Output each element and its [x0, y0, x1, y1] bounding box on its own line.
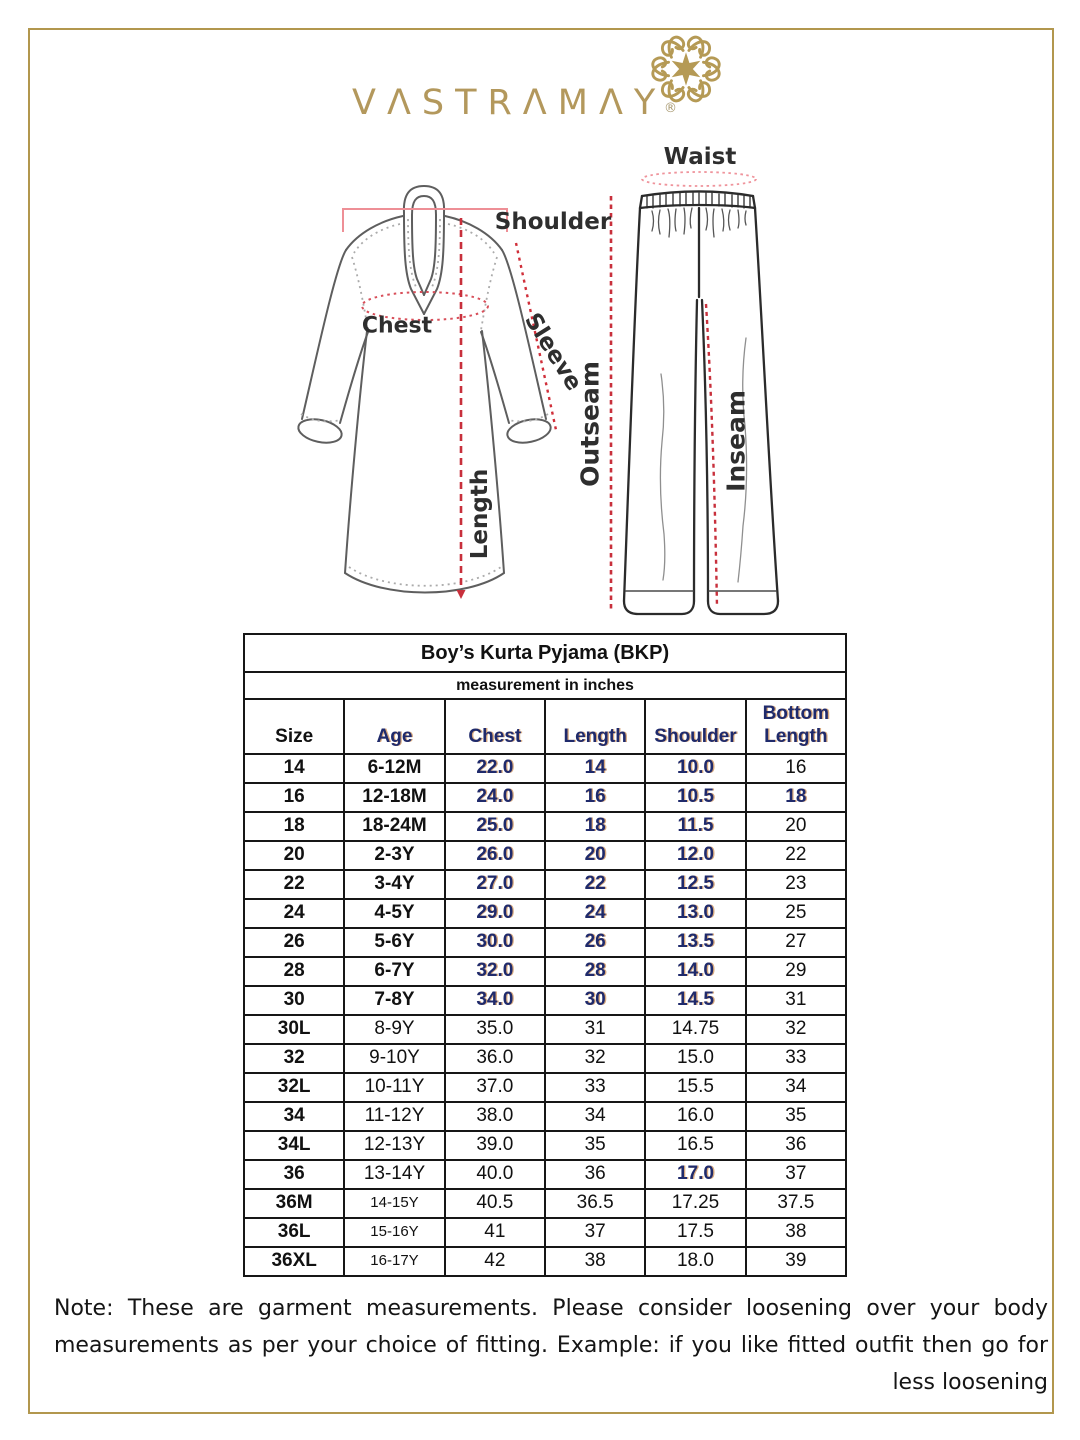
cell-length: 35	[545, 1131, 645, 1160]
shoulder-measure-line	[343, 209, 507, 232]
size-row	[244, 1160, 846, 1189]
chest-label: Chest	[361, 313, 433, 339]
size-row	[244, 1073, 846, 1102]
size-table-body	[244, 754, 846, 1276]
cell-length: 33	[545, 1073, 645, 1102]
cell-bottom-length: 29	[746, 957, 846, 986]
size-row	[244, 1015, 846, 1044]
cell-length: 18	[545, 812, 645, 841]
cell-size: 34L	[244, 1131, 344, 1160]
cell-bottom-length: 18	[746, 783, 846, 812]
cell-shoulder: 15.5	[645, 1073, 745, 1102]
cell-size: 30	[244, 986, 344, 1015]
cell-size: 36XL	[244, 1247, 344, 1276]
size-row	[244, 783, 846, 812]
waist-label: Waist	[663, 144, 737, 170]
cell-chest: 32.0	[445, 957, 545, 986]
cell-shoulder: 17.25	[645, 1189, 745, 1218]
registered-trademark: ®	[664, 101, 677, 116]
cell-age: 12-18M	[344, 783, 444, 812]
cell-size: 14	[244, 754, 344, 783]
cell-size: 32	[244, 1044, 344, 1073]
cell-bottom-length: 22	[746, 841, 846, 870]
cell-bottom-length: 37	[746, 1160, 846, 1189]
brand-ornament-icon	[646, 30, 726, 108]
cell-age: 5-6Y	[344, 928, 444, 957]
cell-chest: 38.0	[445, 1102, 545, 1131]
cell-bottom-length: 35	[746, 1102, 846, 1131]
cell-age: 6-7Y	[344, 957, 444, 986]
cell-bottom-length: 16	[746, 754, 846, 783]
cell-length: 31	[545, 1015, 645, 1044]
kurta-sketch	[296, 186, 553, 593]
outseam-label: Outseam	[575, 361, 605, 487]
cell-chest: 39.0	[445, 1131, 545, 1160]
sleeve-label: Sleeve	[519, 308, 587, 396]
cell-age: 3-4Y	[344, 870, 444, 899]
cell-age: 4-5Y	[344, 899, 444, 928]
cell-chest: 36.0	[445, 1044, 545, 1073]
cell-length: 34	[545, 1102, 645, 1131]
size-chart-table	[243, 633, 847, 1277]
cell-length: 30	[545, 986, 645, 1015]
cell-age: 15-16Y	[344, 1218, 444, 1247]
col-header-size: Size	[244, 699, 344, 754]
table-header-row	[244, 699, 846, 754]
cell-bottom-length: 31	[746, 986, 846, 1015]
cell-size: 36	[244, 1160, 344, 1189]
table-subtitle: measurement in inches	[244, 672, 846, 699]
shoulder-label: Shoulder	[494, 209, 612, 235]
cell-length: 26	[545, 928, 645, 957]
cell-size: 16	[244, 783, 344, 812]
cell-length: 24	[545, 899, 645, 928]
cell-length: 38	[545, 1247, 645, 1276]
size-row	[244, 1044, 846, 1073]
size-row	[244, 1131, 846, 1160]
cell-shoulder: 18.0	[645, 1247, 745, 1276]
cell-length: 32	[545, 1044, 645, 1073]
col-header-length: Length	[545, 699, 645, 754]
cell-length: 36	[545, 1160, 645, 1189]
cell-age: 14-15Y	[344, 1189, 444, 1218]
cell-size: 26	[244, 928, 344, 957]
cell-shoulder: 10.0	[645, 754, 745, 783]
cell-chest: 40.0	[445, 1160, 545, 1189]
cell-bottom-length: 27	[746, 928, 846, 957]
cell-shoulder: 17.5	[645, 1218, 745, 1247]
cell-size: 30L	[244, 1015, 344, 1044]
size-row	[244, 1247, 846, 1276]
cell-age: 8-9Y	[344, 1015, 444, 1044]
cell-age: 7-8Y	[344, 986, 444, 1015]
cell-shoulder: 15.0	[645, 1044, 745, 1073]
cell-chest: 40.5	[445, 1189, 545, 1218]
cell-shoulder: 11.5	[645, 812, 745, 841]
size-row	[244, 928, 846, 957]
cell-size: 28	[244, 957, 344, 986]
col-header-bottom-length: Bottom Length	[746, 699, 846, 754]
cell-shoulder: 17.0	[645, 1160, 745, 1189]
cell-size: 34	[244, 1102, 344, 1131]
cell-length: 20	[545, 841, 645, 870]
size-row	[244, 870, 846, 899]
size-row	[244, 841, 846, 870]
cell-age: 10-11Y	[344, 1073, 444, 1102]
cell-bottom-length: 36	[746, 1131, 846, 1160]
cell-length: 36.5	[545, 1189, 645, 1218]
measurement-note: Note: These are garment measurements. Please consider loosening over your body measurements as per your choice of fitting. Example: if you like fitted outfit then go for less loosening	[54, 1296, 1048, 1395]
cell-age: 13-14Y	[344, 1160, 444, 1189]
cell-length: 22	[545, 870, 645, 899]
cell-age: 2-3Y	[344, 841, 444, 870]
cell-chest: 27.0	[445, 870, 545, 899]
cell-chest: 41	[445, 1218, 545, 1247]
cell-bottom-length: 34	[746, 1073, 846, 1102]
cell-shoulder: 16.0	[645, 1102, 745, 1131]
cell-chest: 35.0	[445, 1015, 545, 1044]
pyjama-sketch	[624, 192, 778, 615]
col-header-chest: Chest	[445, 699, 545, 754]
cell-bottom-length: 37.5	[746, 1189, 846, 1218]
cell-chest: 37.0	[445, 1073, 545, 1102]
cell-chest: 34.0	[445, 986, 545, 1015]
size-row	[244, 1218, 846, 1247]
cell-length: 16	[545, 783, 645, 812]
cell-shoulder: 12.0	[645, 841, 745, 870]
size-row	[244, 754, 846, 783]
cell-size: 20	[244, 841, 344, 870]
cell-chest: 24.0	[445, 783, 545, 812]
cell-length: 14	[545, 754, 645, 783]
cell-bottom-length: 38	[746, 1218, 846, 1247]
cell-length: 28	[545, 957, 645, 986]
cell-bottom-length: 39	[746, 1247, 846, 1276]
cell-size: 36M	[244, 1189, 344, 1218]
cell-age: 16-17Y	[344, 1247, 444, 1276]
inseam-label: Inseam	[721, 390, 751, 492]
size-row	[244, 1102, 846, 1131]
cell-size: 36L	[244, 1218, 344, 1247]
cell-shoulder: 13.5	[645, 928, 745, 957]
cell-age: 12-13Y	[344, 1131, 444, 1160]
cell-size: 18	[244, 812, 344, 841]
cell-bottom-length: 25	[746, 899, 846, 928]
cell-chest: 22.0	[445, 754, 545, 783]
col-header-age: Age	[344, 699, 444, 754]
size-row	[244, 899, 846, 928]
length-label: Length	[467, 468, 493, 560]
cell-bottom-length: 23	[746, 870, 846, 899]
cell-shoulder: 16.5	[645, 1131, 745, 1160]
table-title: Boy’s Kurta Pyjama (BKP)	[244, 634, 846, 672]
cell-shoulder: 13.0	[645, 899, 745, 928]
brand-wordmark: VΛSTRΛMΛY	[352, 83, 667, 123]
size-row	[244, 986, 846, 1015]
cell-size: 22	[244, 870, 344, 899]
cell-chest: 29.0	[445, 899, 545, 928]
cell-shoulder: 14.5	[645, 986, 745, 1015]
cell-size: 24	[244, 899, 344, 928]
cell-age: 6-12M	[344, 754, 444, 783]
cell-age: 9-10Y	[344, 1044, 444, 1073]
size-row	[244, 812, 846, 841]
cell-bottom-length: 20	[746, 812, 846, 841]
cell-age: 11-12Y	[344, 1102, 444, 1131]
cell-size: 32L	[244, 1073, 344, 1102]
cell-chest: 26.0	[445, 841, 545, 870]
cell-age: 18-24M	[344, 812, 444, 841]
cell-bottom-length: 33	[746, 1044, 846, 1073]
cell-bottom-length: 32	[746, 1015, 846, 1044]
table-subtitle-row	[244, 672, 846, 699]
cell-shoulder: 10.5	[645, 783, 745, 812]
cell-shoulder: 14.0	[645, 957, 745, 986]
cell-chest: 42	[445, 1247, 545, 1276]
cell-shoulder: 12.5	[645, 870, 745, 899]
col-header-shoulder: Shoulder	[645, 699, 745, 754]
cell-length: 37	[545, 1218, 645, 1247]
cell-chest: 30.0	[445, 928, 545, 957]
cell-shoulder: 14.75	[645, 1015, 745, 1044]
size-row	[244, 1189, 846, 1218]
table-title-row	[244, 634, 846, 672]
waist-measure-line	[642, 172, 756, 186]
cell-chest: 25.0	[445, 812, 545, 841]
size-row	[244, 957, 846, 986]
